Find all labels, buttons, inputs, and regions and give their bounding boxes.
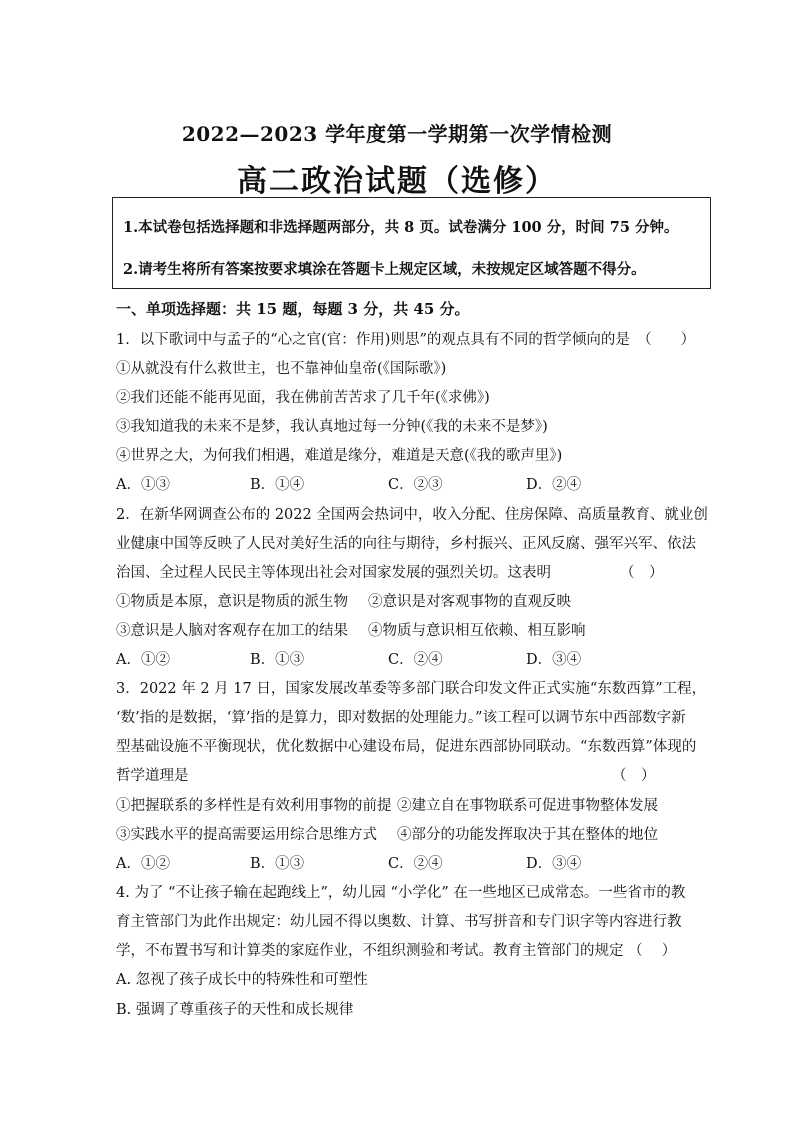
- q4-option-a: A. 忽视了孩子成长中的特殊性和可塑性: [116, 972, 368, 988]
- q4-line-2: 育主管部门为此作出规定：幼儿园不得以奥数、计算、书写拼音和专门识字等内容进行教: [116, 914, 682, 930]
- q3-statement-1: ①把握联系的多样性是有效利用事物的前提: [116, 798, 392, 814]
- q2-option-b: B．①③: [250, 652, 305, 668]
- section-heading: 一、单项选择题：共 15 题，每题 3 分，共 45 分。: [116, 300, 470, 318]
- q1-statement-1: ①从就没有什么救世主，也不靠神仙皇帝(《国际歌》): [116, 361, 447, 377]
- notice-box: [112, 197, 711, 289]
- q3-line-4: 哲学道理是: [116, 768, 189, 784]
- q3-option-b: B．①③: [250, 856, 305, 872]
- q4-option-b: B. 强调了尊重孩子的天性和成长规律: [116, 1002, 354, 1018]
- exam-subtitle: 高二政治试题（选修）: [237, 164, 557, 199]
- q3-line-3: 型基础设施不平衡现状，优化数据中心建设布局，促进东西部协同联动。“东数西算”体现的: [116, 739, 697, 755]
- q3-option-d: D．③④: [526, 856, 582, 872]
- q1-option-c: C．②③: [388, 477, 443, 493]
- q2-option-a: A．①②: [116, 652, 170, 668]
- q2-statement-4: ④物质与意识相互依赖、相互影响: [368, 623, 586, 639]
- q1-statement-3: ③我知道我的未来不是梦，我认真地过每一分钟(《我的未来不是梦》): [116, 419, 548, 435]
- q3-statement-3: ③实践水平的提高需要运用综合思维方式: [116, 827, 377, 843]
- q3-option-a: A．①②: [116, 856, 170, 872]
- q3-line-2: ‘数’指的是数据，‘算’指的是算力，即对数据的处理能力。”该工程可以调节东中西部数字新: [116, 710, 686, 726]
- q2-line-2: 业健康中国等反映了人民对美好生活的向往与期待，乡村振兴、正风反腐、强军兴军、依法: [116, 536, 696, 552]
- notice-line-2: 2.请考生将所有答案按要求填涂在答题卡上规定区域，未按规定区域答题不得分。: [123, 261, 646, 278]
- q2-answer-paren: （ ）: [620, 565, 664, 581]
- q4-line-3: 学，不布置书写和计算类的家庭作业，不组织测验和考试。教育主管部门的规定 （ ）: [116, 943, 677, 959]
- q2-statement-3: ③意识是人脑对客观存在加工的结果: [116, 623, 348, 639]
- q1-option-d: D．②④: [526, 477, 582, 493]
- q4-line-1: 4. 为了 “不让孩子输在起跑线上”，幼儿园 “小学化” 在一些地区已成常态。一些省市的教: [116, 885, 686, 901]
- q3-line-1: 3．2022 年 2 月 17 日，国家发展改革委等多部门联合印发文件正式实施“东数西算”工程，: [116, 681, 707, 697]
- q3-option-c: C．②④: [388, 856, 443, 872]
- q3-statement-4: ④部分的功能发挥取决于其在整体的地位: [397, 827, 658, 843]
- q2-statement-1: ①物质是本原，意识是物质的派生物: [116, 594, 348, 610]
- q1-option-b: B．①④: [250, 477, 305, 493]
- q1-stem: 1．以下歌词中与孟子的“心之官(官：作用)则思”的观点具有不同的哲学倾向的是 （ ）: [116, 332, 696, 348]
- q2-statement-2: ②意识是对客观事物的直观反映: [368, 594, 571, 610]
- q2-line-3: 治国、全过程人民民主等体现出社会对国家发展的强烈关切。这表明: [116, 565, 551, 581]
- q1-option-a: A．①③: [116, 477, 170, 493]
- q2-option-c: C．②④: [388, 652, 443, 668]
- q1-statement-4: ④世界之大，为何我们相遇，难道是缘分，难道是天意(《我的歌声里》): [116, 448, 563, 464]
- q2-option-d: D．③④: [526, 652, 582, 668]
- q3-answer-paren: （ ）: [612, 768, 656, 784]
- q3-statement-2: ②建立自在事物联系可促进事物整体发展: [397, 798, 658, 814]
- q1-statement-2: ②我们还能不能再见面，我在佛前苦苦求了几千年(《求佛》): [116, 390, 490, 406]
- exam-title: 2022—2023 学年度第一学期第一次学情检测: [181, 122, 613, 146]
- notice-line-1: 1.本试卷包括选择题和非选择题两部分，共 8 页。试卷满分 100 分，时间 75 分钟。: [123, 219, 679, 236]
- q2-line-1: 2．在新华网调查公布的 2022 全国两会热词中，收入分配、住房保障、高质量教育、就业创: [116, 507, 708, 523]
